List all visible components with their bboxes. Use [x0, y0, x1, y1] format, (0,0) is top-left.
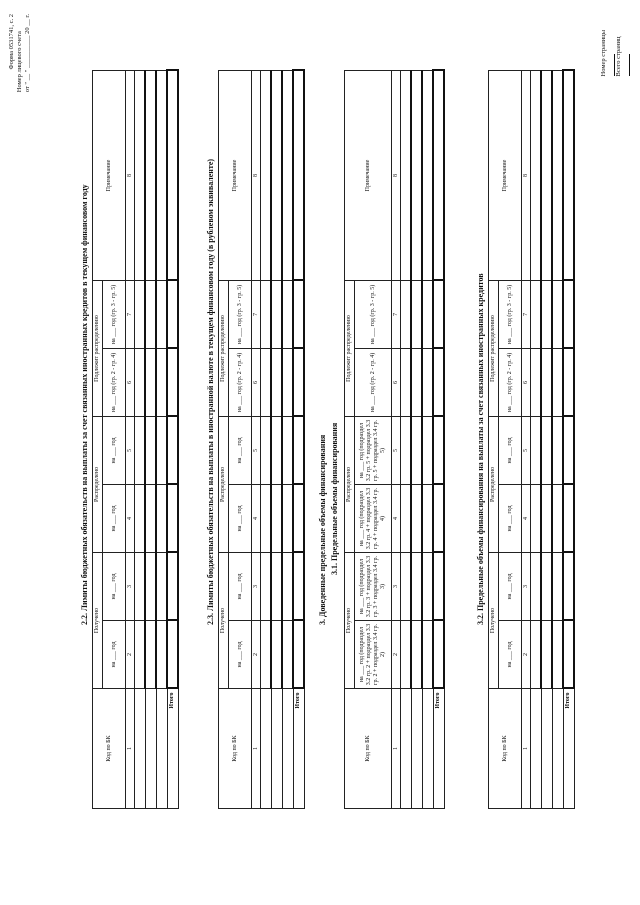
data-cell[interactable]: [282, 349, 293, 417]
total-cell[interactable]: [563, 417, 574, 485]
column-number: 6: [126, 349, 135, 417]
pending-header: Подлежит распределению: [219, 281, 229, 417]
column-number: 4: [522, 485, 531, 553]
data-cell[interactable]: [156, 553, 167, 621]
note-header: Примечание: [345, 71, 392, 281]
column-number: 3: [392, 553, 401, 621]
data-cell[interactable]: [531, 485, 542, 553]
column-number: 8: [522, 71, 531, 281]
data-cell[interactable]: [282, 417, 293, 485]
column-number: 6: [252, 349, 261, 417]
data-cell[interactable]: [145, 553, 156, 621]
kbk-code-header: Код по БК: [345, 689, 392, 809]
data-cell[interactable]: [261, 689, 272, 809]
data-cell[interactable]: [541, 71, 552, 281]
column-number: 8: [126, 71, 135, 281]
section-table: [344, 70, 445, 810]
column-header: на ___ год: [103, 553, 126, 621]
pending-header: Подлежит распределению: [93, 281, 103, 417]
data-cell[interactable]: [552, 349, 563, 417]
data-cell[interactable]: [135, 689, 146, 809]
account-date: от " __ " __________ 20 __ г.: [24, 14, 31, 93]
data-cell[interactable]: [552, 417, 563, 485]
column-header: на ___ год: [229, 417, 252, 485]
column-number: 5: [392, 417, 401, 485]
column-header: на ___ год (подраздел 3.2 гр. 5 + подраздел 3.3 гр. 5 + подраздел 3.4 гр. 5): [355, 417, 392, 485]
total-cell[interactable]: [293, 71, 304, 281]
section-table: [488, 70, 575, 810]
data-cell[interactable]: [156, 689, 167, 809]
section-title: 2.3. Лимиты бюджетных обязательств на выплаты в иностранной валюте в текущем финансовом году (в рублевом эквиваленте): [206, 158, 215, 625]
data-cell[interactable]: [145, 689, 156, 809]
data-cell[interactable]: [135, 71, 146, 281]
column-header: на ___ год: [499, 485, 522, 553]
total-cell[interactable]: [167, 71, 178, 281]
column-header: на ___ год: [499, 621, 522, 689]
data-cell[interactable]: [282, 621, 293, 689]
data-cell[interactable]: [531, 281, 542, 349]
column-header: на ___ год: [499, 553, 522, 621]
distributed-header: Распределено: [345, 417, 355, 553]
data-cell[interactable]: [135, 417, 146, 485]
data-cell[interactable]: [156, 349, 167, 417]
kbk-code-header: Код по БК: [93, 689, 126, 809]
data-cell[interactable]: [541, 485, 552, 553]
data-cell[interactable]: [135, 553, 146, 621]
total-cell[interactable]: [563, 281, 574, 349]
distributed-header: Распределено: [489, 417, 499, 553]
section-subtitle: 3.1. Предельные объемы финансирования: [330, 422, 339, 575]
data-cell[interactable]: [541, 417, 552, 485]
received-header: Получено: [489, 553, 499, 689]
data-cell[interactable]: [411, 485, 422, 553]
data-cell[interactable]: [411, 689, 422, 809]
data-cell[interactable]: [531, 689, 542, 809]
total-cell[interactable]: [167, 281, 178, 349]
column-header: на ___ год (подраздел 3.2 гр. 2 + подраздел 3.3 гр. 2 + подраздел 3.4 гр. 2): [355, 621, 392, 689]
column-number: 2: [522, 621, 531, 689]
data-cell[interactable]: [552, 485, 563, 553]
total-cell[interactable]: [167, 485, 178, 553]
column-number: 4: [392, 485, 401, 553]
column-header: на ___ год: [103, 417, 126, 485]
data-cell[interactable]: [145, 71, 156, 281]
total-cell[interactable]: [433, 71, 444, 281]
column-header: на ___ год: [103, 485, 126, 553]
data-cell[interactable]: [145, 621, 156, 689]
data-cell[interactable]: [271, 349, 282, 417]
data-cell[interactable]: [261, 485, 272, 553]
data-cell[interactable]: [156, 417, 167, 485]
total-cell[interactable]: [167, 417, 178, 485]
page-number-field[interactable]: [608, 54, 615, 76]
total-cell[interactable]: [563, 349, 574, 417]
total-pages-label: Всего страниц: [615, 36, 622, 77]
column-number: 7: [522, 281, 531, 349]
data-cell[interactable]: [156, 71, 167, 281]
pending-header: Подлежит распределению: [345, 281, 355, 417]
column-number: 3: [522, 553, 531, 621]
data-cell[interactable]: [531, 417, 542, 485]
section-table: [92, 70, 179, 810]
received-header: Получено: [219, 553, 229, 689]
data-cell[interactable]: [271, 281, 282, 349]
column-number: 7: [126, 281, 135, 349]
data-cell[interactable]: [422, 553, 433, 621]
note-header: Примечание: [219, 71, 252, 281]
total-cell[interactable]: [563, 71, 574, 281]
data-cell[interactable]: [261, 553, 272, 621]
section-table: [218, 70, 305, 810]
data-cell[interactable]: [531, 71, 542, 281]
received-header: Получено: [345, 553, 355, 689]
column-number: 2: [252, 621, 261, 689]
section-title: 3.2. Предельные объемы финансирования на выплаты за счет связанных иностранных кредитов: [476, 273, 485, 625]
kbk-code-header: Код по БК: [219, 689, 252, 809]
kbk-code-header: Код по БК: [489, 689, 522, 809]
total-cell[interactable]: [293, 621, 304, 689]
data-cell[interactable]: [282, 689, 293, 809]
data-cell[interactable]: [282, 485, 293, 553]
data-cell[interactable]: [261, 281, 272, 349]
data-cell[interactable]: [422, 71, 433, 281]
total-cell[interactable]: [433, 417, 444, 485]
data-cell[interactable]: [541, 553, 552, 621]
total-cell[interactable]: [293, 485, 304, 553]
column-number: 1: [126, 689, 135, 809]
data-cell[interactable]: [411, 349, 422, 417]
column-number: 1: [392, 689, 401, 809]
data-cell[interactable]: [135, 485, 146, 553]
data-cell[interactable]: [531, 553, 542, 621]
data-cell[interactable]: [156, 621, 167, 689]
total-pages-field[interactable]: [623, 54, 630, 76]
data-cell[interactable]: [271, 553, 282, 621]
total-cell[interactable]: [167, 621, 178, 689]
column-header: на ___ год: [499, 417, 522, 485]
total-label: Итого: [167, 689, 178, 809]
column-header: на ___ год (гр. 3 - гр. 5): [355, 281, 392, 349]
data-cell[interactable]: [401, 553, 412, 621]
total-cell[interactable]: [563, 621, 574, 689]
column-number: 4: [126, 485, 135, 553]
note-header: Примечание: [93, 71, 126, 281]
total-cell[interactable]: [433, 281, 444, 349]
column-number: 7: [392, 281, 401, 349]
data-cell[interactable]: [145, 281, 156, 349]
data-cell[interactable]: [422, 281, 433, 349]
column-number: 4: [252, 485, 261, 553]
column-number: 3: [126, 553, 135, 621]
column-header: на ___ год (гр. 2 - гр. 4): [355, 349, 392, 417]
total-cell[interactable]: [563, 553, 574, 621]
data-cell[interactable]: [541, 621, 552, 689]
data-cell[interactable]: [411, 621, 422, 689]
data-cell[interactable]: [401, 349, 412, 417]
data-cell[interactable]: [552, 553, 563, 621]
column-number: 8: [252, 71, 261, 281]
column-header: на ___ год: [229, 621, 252, 689]
column-number: 6: [522, 349, 531, 417]
column-number: 3: [252, 553, 261, 621]
total-cell[interactable]: [293, 417, 304, 485]
data-cell[interactable]: [422, 485, 433, 553]
data-cell[interactable]: [401, 485, 412, 553]
page-number-label: Номер страницы: [600, 30, 607, 77]
data-cell[interactable]: [156, 485, 167, 553]
data-cell[interactable]: [261, 71, 272, 281]
column-number: 2: [126, 621, 135, 689]
data-cell[interactable]: [552, 689, 563, 809]
data-cell[interactable]: [401, 281, 412, 349]
column-header: на ___ год (гр. 2 - гр. 4): [103, 349, 126, 417]
column-number: 5: [522, 417, 531, 485]
column-number: 5: [126, 417, 135, 485]
total-cell[interactable]: [167, 553, 178, 621]
total-label: Итого: [293, 689, 304, 809]
data-cell[interactable]: [552, 621, 563, 689]
data-cell[interactable]: [422, 689, 433, 809]
data-cell[interactable]: [145, 485, 156, 553]
data-cell[interactable]: [401, 689, 412, 809]
data-cell[interactable]: [261, 417, 272, 485]
total-cell[interactable]: [293, 553, 304, 621]
data-cell[interactable]: [552, 281, 563, 349]
data-cell[interactable]: [145, 417, 156, 485]
pending-header: Подлежит распределению: [489, 281, 499, 417]
total-cell[interactable]: [167, 349, 178, 417]
data-cell[interactable]: [156, 281, 167, 349]
column-header: на ___ год: [229, 485, 252, 553]
column-number: 6: [392, 349, 401, 417]
total-cell[interactable]: [293, 281, 304, 349]
data-cell[interactable]: [552, 71, 563, 281]
account-number-label: Номер лицевого счета: [16, 31, 23, 93]
column-header: на ___ год (подраздел 3.2 гр. 4 + подраздел 3.3 гр. 4 + подраздел 3.4 гр. 4): [355, 485, 392, 553]
column-number: 1: [522, 689, 531, 809]
total-cell[interactable]: [433, 485, 444, 553]
data-cell[interactable]: [261, 349, 272, 417]
data-cell[interactable]: [271, 689, 282, 809]
data-cell[interactable]: [282, 281, 293, 349]
data-cell[interactable]: [411, 553, 422, 621]
page-footer: [600, 30, 630, 76]
column-number: 8: [392, 71, 401, 281]
data-cell[interactable]: [401, 71, 412, 281]
data-cell[interactable]: [411, 281, 422, 349]
column-header: на ___ год (гр. 3 - гр. 5): [229, 281, 252, 349]
data-cell[interactable]: [271, 417, 282, 485]
data-cell[interactable]: [422, 417, 433, 485]
data-cell[interactable]: [531, 349, 542, 417]
column-number: 1: [252, 689, 261, 809]
note-header: Примечание: [489, 71, 522, 281]
column-number: 5: [252, 417, 261, 485]
section-title: 3. Доведенные предельные объемы финансирования: [318, 434, 327, 625]
data-cell[interactable]: [271, 71, 282, 281]
data-cell[interactable]: [282, 71, 293, 281]
column-header: на ___ год: [103, 621, 126, 689]
data-cell[interactable]: [271, 621, 282, 689]
total-cell[interactable]: [433, 553, 444, 621]
distributed-header: Распределено: [219, 417, 229, 553]
data-cell[interactable]: [135, 281, 146, 349]
total-label: Итого: [563, 689, 574, 809]
total-cell[interactable]: [563, 485, 574, 553]
data-cell[interactable]: [541, 689, 552, 809]
column-header: на ___ год (подраздел 3.2 гр. 3 + подраздел 3.3 гр. 3 + подраздел 3.4 гр. 3): [355, 553, 392, 621]
column-number: 2: [392, 621, 401, 689]
total-cell[interactable]: [293, 349, 304, 417]
column-header: на ___ год (гр. 3 - гр. 5): [499, 281, 522, 349]
column-header: на ___ год (гр. 3 - гр. 5): [103, 281, 126, 349]
data-cell[interactable]: [411, 71, 422, 281]
data-cell[interactable]: [422, 621, 433, 689]
data-cell[interactable]: [541, 349, 552, 417]
total-cell[interactable]: [433, 349, 444, 417]
received-header: Получено: [93, 553, 103, 689]
data-cell[interactable]: [135, 349, 146, 417]
data-cell[interactable]: [271, 485, 282, 553]
column-header: на ___ год (гр. 2 - гр. 4): [229, 349, 252, 417]
column-number: 7: [252, 281, 261, 349]
data-cell[interactable]: [135, 621, 146, 689]
distributed-header: Распределено: [93, 417, 103, 553]
column-header: на ___ год: [229, 553, 252, 621]
data-cell[interactable]: [401, 417, 412, 485]
data-cell[interactable]: [531, 621, 542, 689]
data-cell[interactable]: [261, 621, 272, 689]
data-cell[interactable]: [145, 349, 156, 417]
section-title: 2.2. Лимиты бюджетных обязательств на выплаты за счет связанных иностранных кредитов в текущем финансовом году: [80, 184, 89, 625]
data-cell[interactable]: [401, 621, 412, 689]
data-cell[interactable]: [411, 417, 422, 485]
column-header: на ___ год (гр. 2 - гр. 4): [499, 349, 522, 417]
data-cell[interactable]: [282, 553, 293, 621]
total-label: Итого: [433, 689, 444, 809]
form-code: Форма 0531741, с. 2: [8, 14, 15, 70]
data-cell[interactable]: [541, 281, 552, 349]
form-header: [8, 14, 32, 92]
data-cell[interactable]: [422, 349, 433, 417]
total-cell[interactable]: [433, 621, 444, 689]
